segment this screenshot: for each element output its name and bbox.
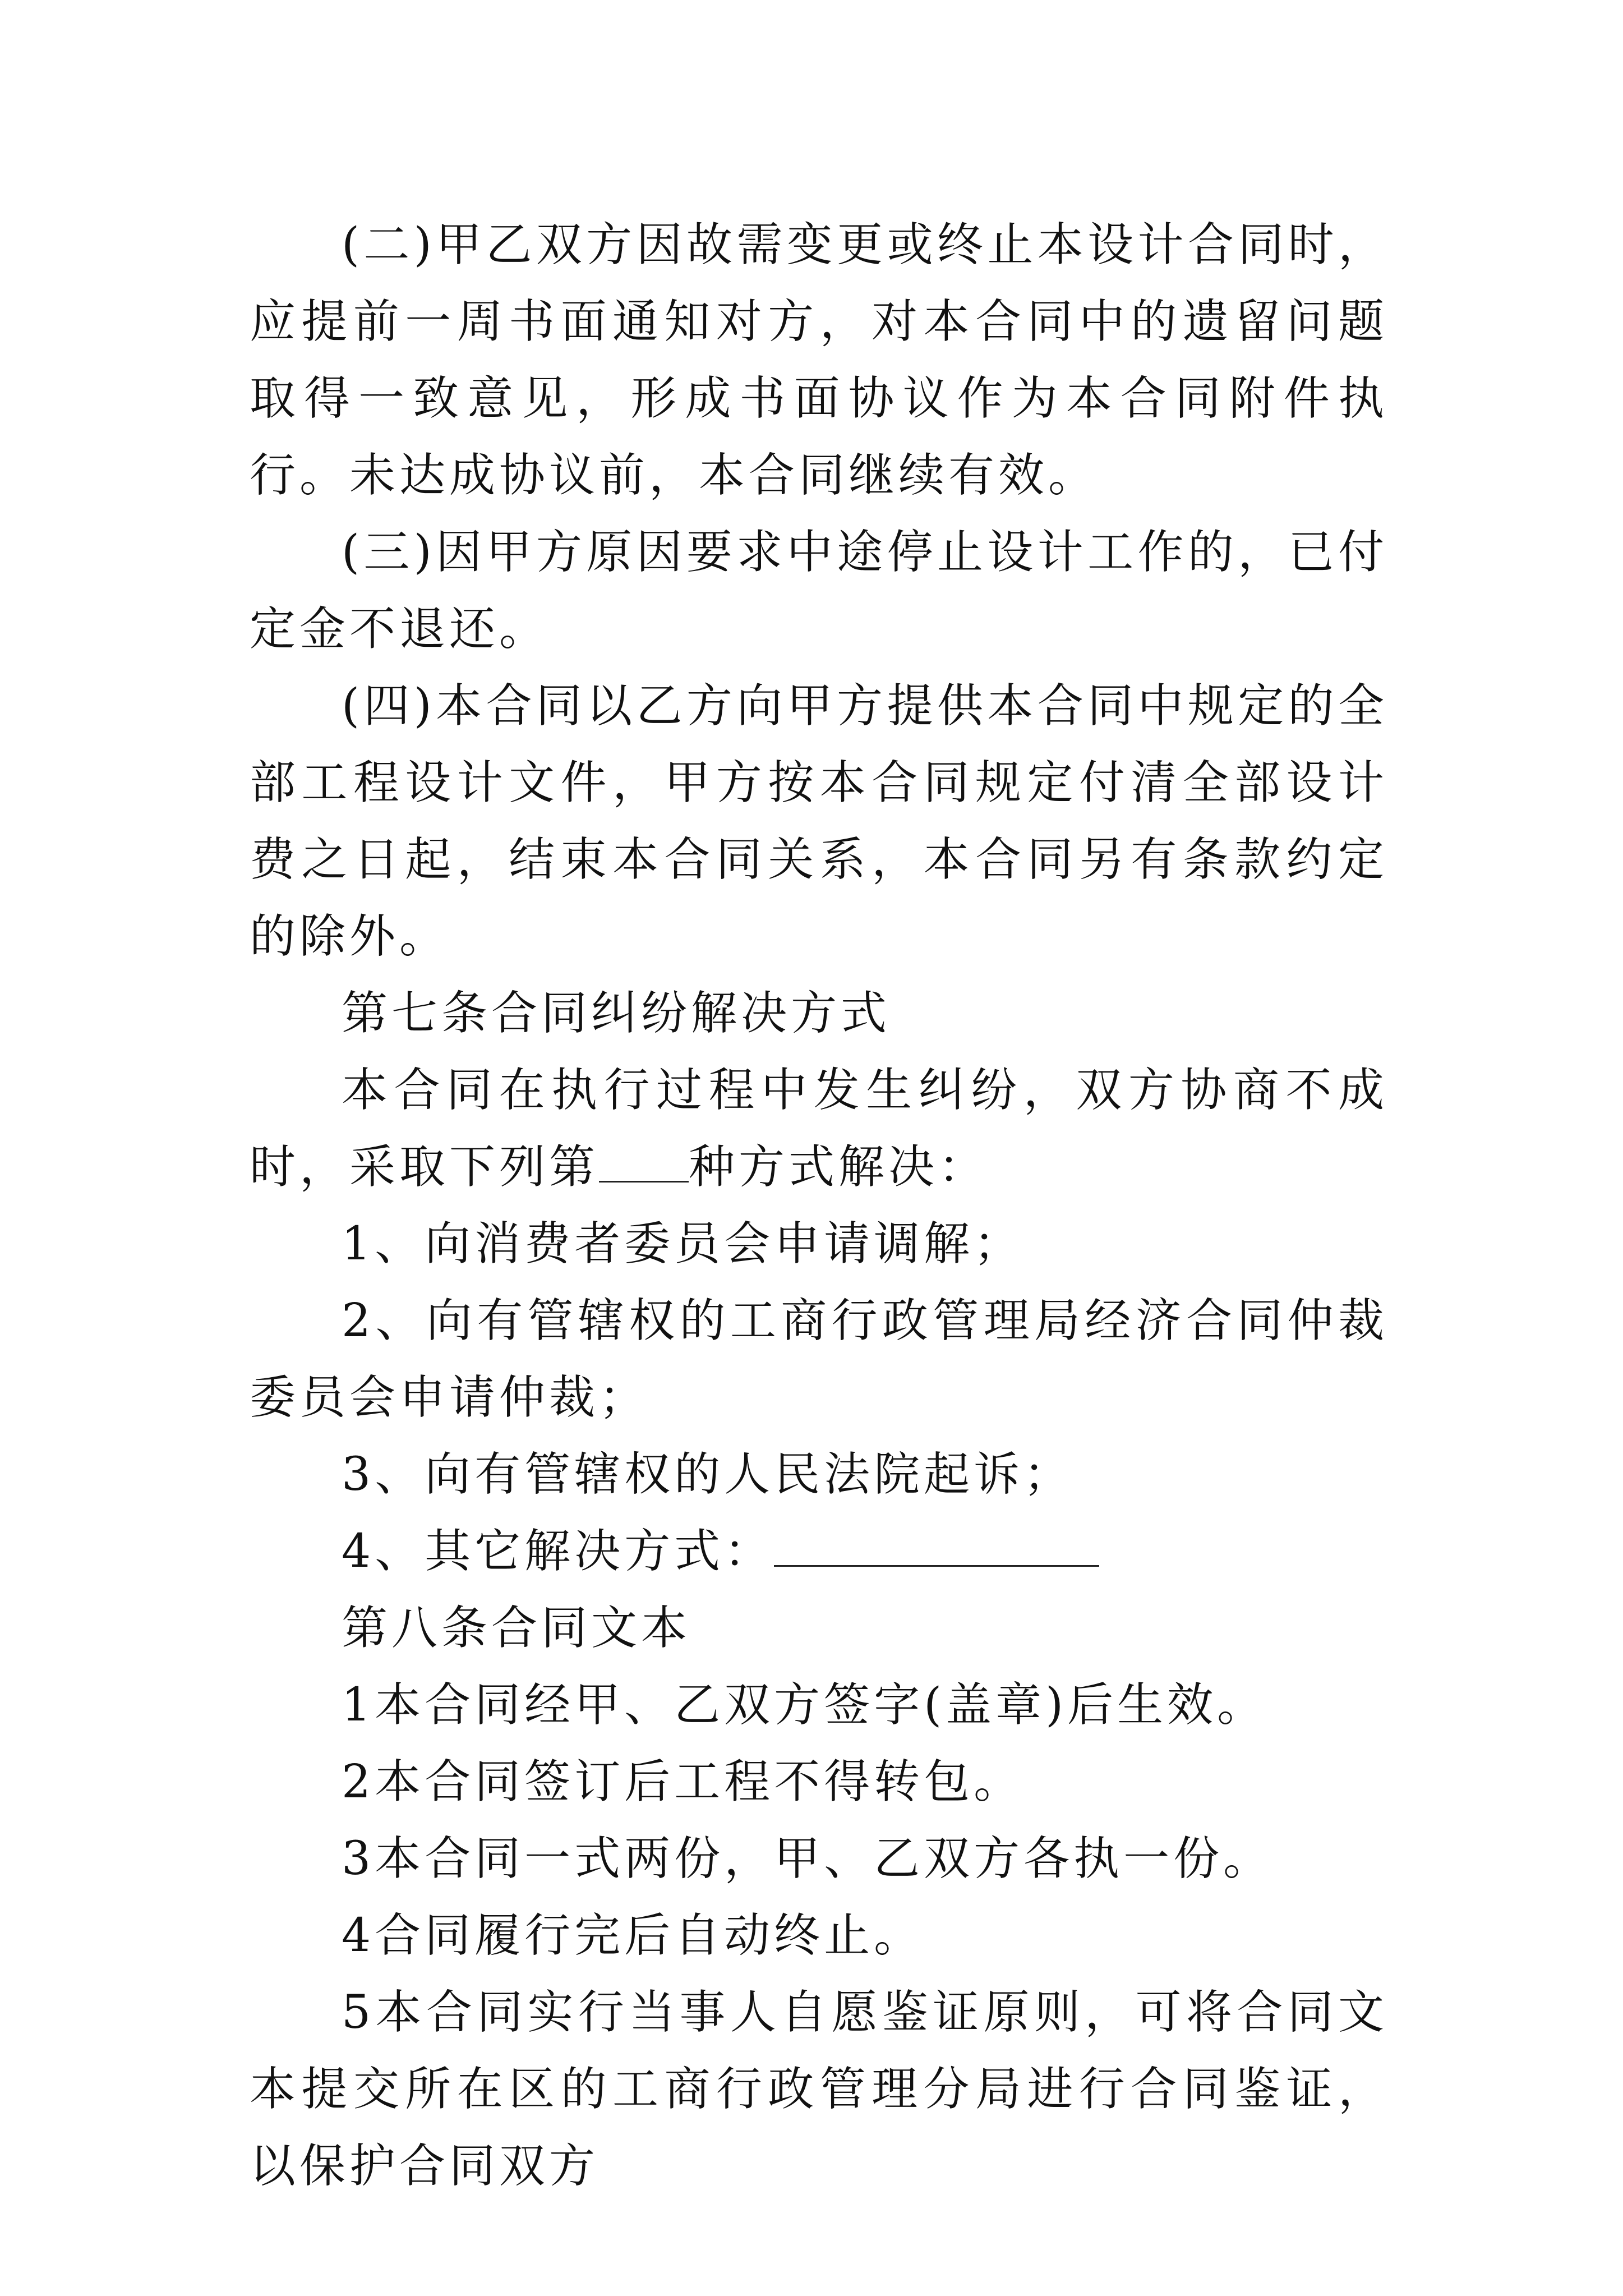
- other-method-blank[interactable]: [774, 1526, 1099, 1567]
- option-1: 1、向消费者委员会申请调解；: [342, 1217, 1024, 1271]
- clause-paragraph-4: (四)本合同以乙方向甲方提供本合同中规定的全部工程设计文件，甲方按本合同规定付清全部设计费之日起，结束本合同关系，本合同另有条款约定的除外。: [250, 679, 1388, 963]
- option-4: [250, 1513, 1388, 1590]
- clause-paragraph-3: (三)因甲方原因要求中途停止设计工作的，已付定金不退还。: [250, 526, 1388, 656]
- text-item-2: 2本合同签订后工程不得转包。: [342, 1755, 1024, 1809]
- method-number-blank[interactable]: [599, 1142, 689, 1182]
- dispute-text-after: 种方式解决：: [689, 1140, 989, 1194]
- text-item-5: 5本合同实行当事人自愿鉴证原则，可将合同文本提交所在区的工商行政管理分局进行合同鉴证，以保护合同双方: [250, 1986, 1388, 2193]
- text-item-3: 3本合同一式两份，甲、乙双方各执一份。: [342, 1832, 1274, 1885]
- article-7-heading: 第七条合同纠纷解决方式: [342, 987, 891, 1040]
- dispute-text-before: 本合同在执行过程中发生纠纷，双方协商不成时，采取下列第: [250, 1064, 1388, 1194]
- text-item-1: 1本合同经甲、乙双方签字(盖章)后生效。: [342, 1678, 1267, 1732]
- clause-paragraph-2: (二)甲乙双方因故需变更或终止本设计合同时，应提前一周书面通知对方，对本合同中的遗留问题取得一致意见，形成书面协议作为本合同附件执行。未达成协议前，本合同继续有效。: [250, 218, 1388, 502]
- option-4-label: 4、其它解决方式：: [342, 1525, 774, 1578]
- option-2: 2、向有管辖权的工商行政管理局经济合同仲裁委员会申请仲裁；: [250, 1294, 1388, 1424]
- dispute-resolution-paragraph: [250, 1052, 1388, 1205]
- text-item-4: 4合同履行完后自动终止。: [342, 1909, 924, 1962]
- article-8-heading: 第八条合同文本: [342, 1602, 691, 1655]
- document-body: [250, 206, 1388, 2205]
- option-3: 3、向有管辖权的人民法院起诉；: [342, 1448, 1074, 1501]
